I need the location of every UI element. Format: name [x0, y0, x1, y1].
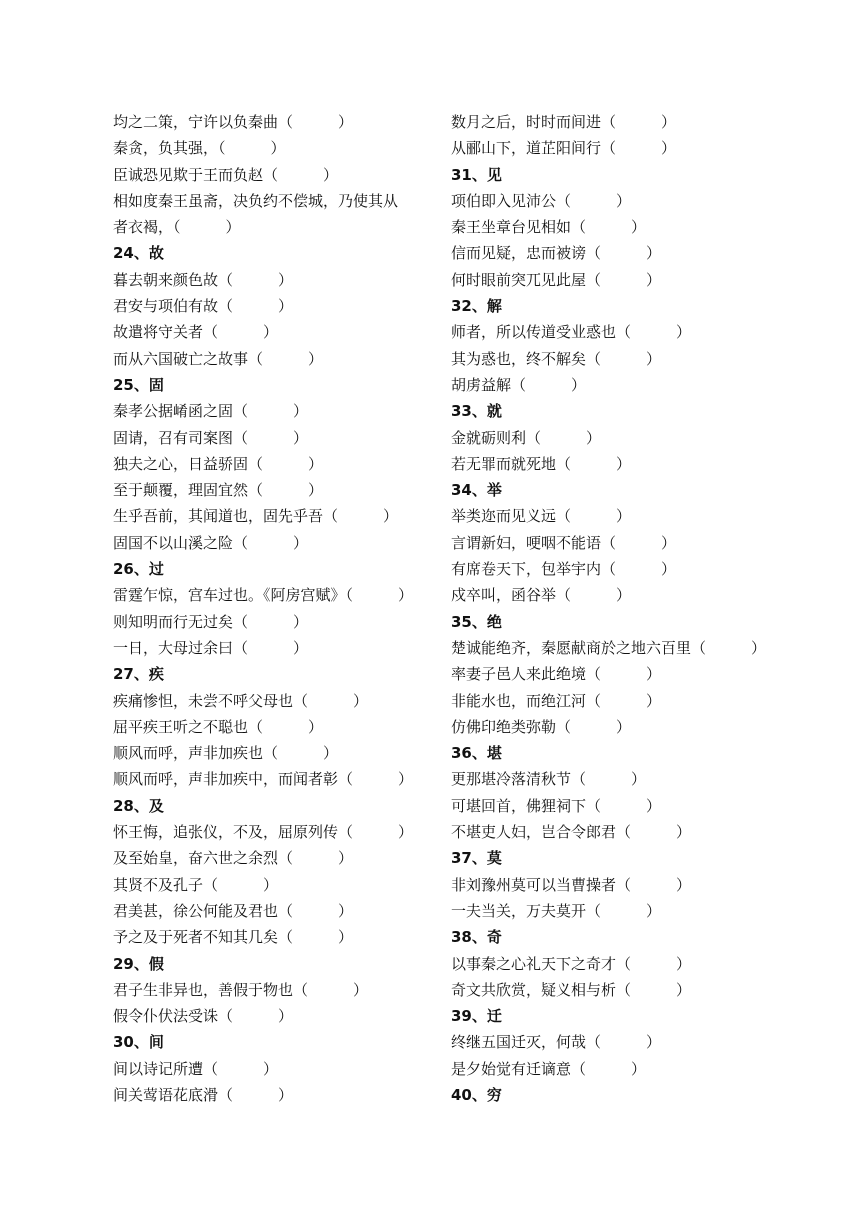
section-heading: 27、疾 [113, 665, 164, 684]
exercise-line: 予之及于死者不知其几矣（ ） [113, 928, 354, 947]
exercise-line: 君美甚，徐公何能及君也（ ） [113, 901, 354, 920]
section-heading: 32、解 [451, 297, 502, 316]
section-heading: 29、假 [113, 954, 164, 973]
section-heading: 39、迁 [451, 1007, 502, 1026]
exercise-line: 从郦山下，道芷阳间行（ ） [451, 139, 677, 158]
exercise-line: 以事秦之心礼天下之奇才（ ） [451, 954, 692, 973]
exercise-line: 暮去朝来颜色故（ ） [113, 270, 294, 289]
section-heading: 33、就 [451, 402, 502, 421]
exercise-line: 不堪吏人妇，岂合令郎君（ ） [451, 823, 692, 842]
exercise-line: 固国不以山溪之险（ ） [113, 533, 309, 552]
exercise-line: 顺风而呼，声非加疾也（ ） [113, 744, 339, 763]
exercise-line: 相如度秦王虽斋，决负约不偿城，乃使其从 [113, 191, 399, 210]
exercise-line: 及至始皇，奋六世之余烈（ ） [113, 849, 354, 868]
exercise-line: 若无罪而就死地（ ） [451, 454, 632, 473]
exercise-line: 疾痛惨怛，未尝不呼父母也（ ） [113, 691, 369, 710]
exercise-line: 是夕始觉有迁谪意（ ） [451, 1059, 647, 1078]
exercise-line: 则知明而行无过矣（ ） [113, 612, 309, 631]
exercise-line: 率妻子邑人来此绝境（ ） [451, 665, 662, 684]
section-heading: 26、过 [113, 560, 164, 579]
exercise-line: 奇文共欣赏，疑义相与析（ ） [451, 980, 692, 999]
exercise-line: 均之二策，宁许以负秦曲（ ） [113, 113, 354, 131]
section-heading: 38、奇 [451, 928, 502, 947]
exercise-line: 间以诗记所遭（ ） [113, 1059, 279, 1078]
exercise-line: 举类迩而见义远（ ） [451, 507, 632, 526]
exercise-line: 一夫当关，万夫莫开（ ） [451, 901, 662, 920]
exercise-line: 而从六国破亡之故事（ ） [113, 349, 324, 368]
exercise-line: 假令仆伏法受诛（ ） [113, 1007, 294, 1026]
section-heading: 34、举 [451, 481, 502, 500]
section-heading: 36、堪 [451, 744, 502, 763]
section-heading: 35、绝 [451, 612, 502, 631]
exercise-line: 可堪回首，佛狸祠下（ ） [451, 796, 662, 815]
exercise-line: 秦贪，负其强，（ ） [113, 139, 286, 158]
exercise-line: 至于颠覆，理固宜然（ ） [113, 481, 324, 500]
exercise-line: 其贤不及孔子（ ） [113, 875, 279, 894]
exercise-line: 怀王悔，追张仪，不及，屈原列传（ ） [113, 823, 414, 842]
exercise-line: 有席卷天下，包举宇内（ ） [451, 560, 677, 579]
exercise-line: 何时眼前突兀见此屋（ ） [451, 270, 662, 289]
exercise-line: 雷霆乍惊，宫车过也。《阿房宫赋》（ ） [113, 586, 414, 605]
exercise-line: 君子生非异也，善假于物也（ ） [113, 980, 369, 999]
exercise-line: 故遣将守关者（ ） [113, 323, 279, 342]
exercise-line: 屈平疾王听之不聪也（ ） [113, 717, 324, 736]
exercise-line: 更那堪冷落清秋节（ ） [451, 770, 647, 789]
section-heading: 25、固 [113, 375, 164, 394]
exercise-line: 终继五国迁灭，何哉（ ） [451, 1033, 662, 1052]
section-heading: 31、见 [451, 165, 502, 184]
section-heading: 24、故 [113, 244, 164, 263]
exercise-line: 言谓新妇，哽咽不能语（ ） [451, 533, 677, 552]
exercise-line: 顺风而呼，声非加疾中，而闻者彰（ ） [113, 770, 414, 789]
exercise-line: 固请，召有司案图（ ） [113, 428, 309, 447]
exercise-line: 信而见疑，忠而被谤（ ） [451, 244, 662, 263]
exercise-line: 项伯即入见沛公（ ） [451, 191, 632, 210]
exercise-line: 胡虏益解（ ） [451, 375, 587, 394]
section-heading: 30、间 [113, 1033, 164, 1052]
exercise-line: 一日，大母过余曰（ ） [113, 638, 309, 657]
exercise-line: 生乎吾前，其闻道也，固先乎吾（ ） [113, 507, 399, 526]
exercise-line: 数月之后，时时而间进（ ） [451, 113, 677, 131]
exercise-line: 非能水也，而绝江河（ ） [451, 691, 662, 710]
section-heading: 40、穷 [451, 1085, 502, 1104]
exercise-line: 臣诚恐见欺于王而负赵（ ） [113, 165, 339, 184]
exercise-line: 君安与项伯有故（ ） [113, 297, 294, 316]
exercise-line: 仿佛印绝类弥勒（ ） [451, 717, 632, 736]
section-heading: 28、及 [113, 796, 164, 815]
exercise-line: 其为惑也，终不解矣（ ） [451, 349, 662, 368]
exercise-line: 者衣褐，（ ） [113, 218, 241, 237]
exercise-line: 戍卒叫，函谷举（ ） [451, 586, 632, 605]
exercise-line: 秦王坐章台见相如（ ） [451, 218, 647, 237]
right-column [451, 109, 781, 1108]
left-column [113, 109, 433, 1108]
exercise-line: 间关莺语花底滑（ ） [113, 1085, 294, 1104]
exercise-line: 楚诚能绝齐，秦愿献商於之地六百里（ ） [451, 638, 767, 657]
exercise-line: 非刘豫州莫可以当曹操者（ ） [451, 875, 692, 894]
exercise-line: 秦孝公据崤函之固（ ） [113, 402, 309, 421]
section-heading: 37、莫 [451, 849, 502, 868]
exercise-line: 师者，所以传道受业惑也（ ） [451, 323, 692, 342]
exercise-line: 独夫之心，日益骄固（ ） [113, 454, 324, 473]
exercise-line: 金就砺则利（ ） [451, 428, 602, 447]
